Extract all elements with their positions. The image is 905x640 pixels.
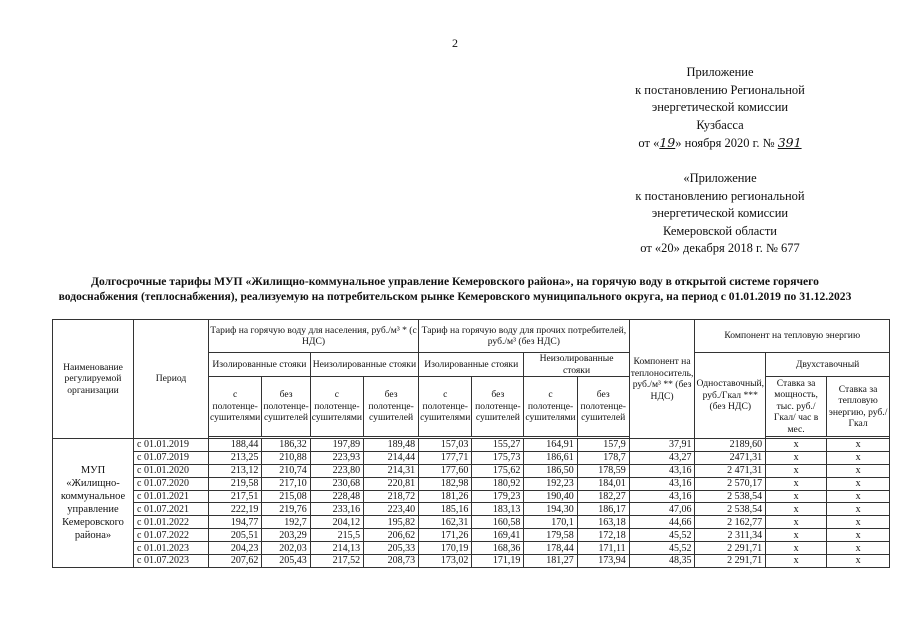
value-cell-carrier: 43,27	[629, 451, 695, 464]
organization-name: МУП «Жилищно-коммунальное управление Кемеровского района»	[53, 439, 134, 568]
value-cell-carrier: 45,52	[629, 542, 695, 555]
table-row	[53, 490, 890, 503]
value-cell-carrier: 43,16	[629, 477, 695, 490]
value-cell-p2: 215,08	[262, 490, 310, 503]
value-cell-o4: 157,9	[577, 439, 629, 452]
value-cell-p2: 192,7	[262, 516, 310, 529]
table-row	[53, 439, 890, 452]
appendix-line: от «20» декабря 2018 г. № 677	[640, 241, 800, 255]
value-cell-o4: 171,11	[577, 542, 629, 555]
value-cell-en: x	[827, 464, 890, 477]
value-cell-p3: 228,48	[310, 490, 363, 503]
appendix-current	[560, 64, 880, 153]
header-without-dryers: без полотенце-сушителей	[364, 377, 419, 437]
value-cell-p3: 214,13	[310, 542, 363, 555]
date-prefix: от «	[638, 136, 660, 150]
appendix-date-line	[560, 134, 880, 153]
value-cell-p2: 205,43	[262, 555, 310, 568]
header-carrier: Компонент на теплоноситель, руб./м³ ** (без НДС)	[629, 320, 695, 439]
tariff-table	[52, 319, 890, 568]
value-cell-cap: x	[766, 529, 827, 542]
value-cell-cap: x	[766, 516, 827, 529]
appendix-line: энергетической комиссии	[651, 100, 789, 114]
value-cell-p2: 219,76	[262, 503, 310, 516]
value-cell-o1: 185,16	[419, 503, 472, 516]
header-energy-rate: Ставка за тепловую энергию, руб./Гкал	[827, 377, 890, 437]
value-cell-cap: x	[766, 490, 827, 503]
value-cell-o4: 178,7	[577, 451, 629, 464]
appendix-line: Кемеровской области	[662, 223, 778, 238]
header-insulated: Изолированные стояки	[209, 353, 311, 377]
value-cell-p1: 194,77	[209, 516, 262, 529]
header-with-dryers: с полотенце-сушителями	[209, 377, 262, 437]
value-cell-p4: 223,40	[364, 503, 419, 516]
appendix-line: энергетической комиссии	[651, 206, 789, 220]
appendix-line: к постановлению региональной	[635, 188, 805, 203]
value-cell-en: x	[827, 555, 890, 568]
value-cell-o4: 172,18	[577, 529, 629, 542]
value-cell-carrier: 48,35	[629, 555, 695, 568]
header-without-dryers: без полотенце-сушителей	[472, 377, 524, 437]
value-cell-o4: 163,18	[577, 516, 629, 529]
value-cell-o1: 177,60	[419, 464, 472, 477]
value-cell-p4: 189,48	[364, 439, 419, 452]
value-cell-one: 2471,31	[695, 451, 766, 464]
appendix-line: Кузбасса	[696, 117, 744, 132]
period-cell: с 01.01.2023	[134, 542, 209, 555]
value-cell-en: x	[827, 529, 890, 542]
value-cell-o1: 157,03	[419, 439, 472, 452]
value-cell-p4: 214,44	[364, 451, 419, 464]
header-with-dryers: с полотенце-сушителями	[419, 377, 472, 437]
value-cell-carrier: 43,16	[629, 464, 695, 477]
value-cell-o2: 180,92	[472, 477, 524, 490]
value-cell-p2: 210,88	[262, 451, 310, 464]
value-cell-p1: 222,19	[209, 503, 262, 516]
header-with-dryers: с полотенце-сушителями	[310, 377, 363, 437]
header-period: Период	[134, 320, 209, 439]
value-cell-cap: x	[766, 439, 827, 452]
value-cell-o4: 184,01	[577, 477, 629, 490]
header-with-dryers: с полотенце-сушителями	[524, 377, 577, 437]
value-cell-p3: 230,68	[310, 477, 363, 490]
value-cell-carrier: 37,91	[629, 439, 695, 452]
header-one-part: Одноставочный, руб./Гкал *** (без НДС)	[695, 353, 766, 439]
value-cell-p3: 197,89	[310, 439, 363, 452]
period-cell: с 01.01.2022	[134, 516, 209, 529]
value-cell-o1: 177,71	[419, 451, 472, 464]
value-cell-p1: 204,23	[209, 542, 262, 555]
value-cell-o4: 178,59	[577, 464, 629, 477]
period-cell: с 01.07.2020	[134, 477, 209, 490]
value-cell-en: x	[827, 490, 890, 503]
date-suffix: » ноября 2020 г. №	[675, 136, 775, 150]
value-cell-p1: 213,25	[209, 451, 262, 464]
value-cell-en: x	[827, 542, 890, 555]
value-cell-o4: 186,17	[577, 503, 629, 516]
header-noninsulated: Неизолированные стояки	[524, 353, 629, 377]
value-cell-carrier: 45,52	[629, 529, 695, 542]
header-pop-tariff: Тариф на горячую воду для населения, руб./м³ * (с НДС)	[209, 320, 419, 353]
value-cell-cap: x	[766, 464, 827, 477]
value-cell-o3: 194,30	[524, 503, 577, 516]
value-cell-p2: 186,32	[262, 439, 310, 452]
value-cell-p3: 233,16	[310, 503, 363, 516]
value-cell-o3: 170,1	[524, 516, 577, 529]
value-cell-p3: 217,52	[310, 555, 363, 568]
period-cell: с 01.07.2021	[134, 503, 209, 516]
value-cell-p2: 210,74	[262, 464, 310, 477]
value-cell-one: 2189,60	[695, 439, 766, 452]
value-cell-o3: 181,27	[524, 555, 577, 568]
value-cell-o1: 173,02	[419, 555, 472, 568]
document-title: Долгосрочные тарифы МУП «Жилищно-коммунальное управление Кемеровского района», на горячую воду в открытой системе горячего водоснабжения (теплоснабжения), реализуемую на потребительском рынке Кемеровского муниципального округа, на период с 01.01.2019 по 31.12.2023	[58, 275, 852, 303]
value-cell-p4: 195,82	[364, 516, 419, 529]
value-cell-o3: 186,61	[524, 451, 577, 464]
value-cell-p4: 220,81	[364, 477, 419, 490]
table-row	[53, 542, 890, 555]
header-without-dryers: без полотенце-сушителей	[262, 377, 310, 437]
header-capacity-rate: Ставка за мощность, тыс. руб./ Гкал/ час в мес.	[766, 377, 827, 437]
value-cell-o2: 175,73	[472, 451, 524, 464]
table-row	[53, 451, 890, 464]
header-org: Наименование регулируемой организации	[53, 320, 134, 439]
value-cell-p1: 207,62	[209, 555, 262, 568]
value-cell-o2: 168,36	[472, 542, 524, 555]
handwritten-day: 19	[659, 135, 676, 150]
value-cell-o3: 186,50	[524, 464, 577, 477]
value-cell-o4: 173,94	[577, 555, 629, 568]
value-cell-cap: x	[766, 555, 827, 568]
header-without-dryers: без полотенце-сушителей	[577, 377, 629, 437]
value-cell-cap: x	[766, 542, 827, 555]
period-cell: с 01.01.2019	[134, 439, 209, 452]
value-cell-p2: 217,10	[262, 477, 310, 490]
value-cell-o2: 171,19	[472, 555, 524, 568]
value-cell-cap: x	[766, 477, 827, 490]
value-cell-o2: 183,13	[472, 503, 524, 516]
value-cell-en: x	[827, 516, 890, 529]
value-cell-cap: x	[766, 451, 827, 464]
table-row	[53, 477, 890, 490]
value-cell-p4: 206,62	[364, 529, 419, 542]
value-cell-en: x	[827, 503, 890, 516]
value-cell-o3: 164,91	[524, 439, 577, 452]
table-row	[53, 503, 890, 516]
value-cell-p1: 217,51	[209, 490, 262, 503]
value-cell-one: 2 538,54	[695, 490, 766, 503]
value-cell-o1: 170,19	[419, 542, 472, 555]
value-cell-o1: 162,31	[419, 516, 472, 529]
value-cell-one: 2 570,17	[695, 477, 766, 490]
appendix-original	[560, 170, 880, 258]
value-cell-one: 2 538,54	[695, 503, 766, 516]
value-cell-p2: 203,29	[262, 529, 310, 542]
appendix-line: к постановлению Региональной	[635, 82, 805, 97]
period-cell: с 01.07.2019	[134, 451, 209, 464]
value-cell-one: 2 291,71	[695, 555, 766, 568]
value-cell-one: 2 471,31	[695, 464, 766, 477]
value-cell-o1: 181,26	[419, 490, 472, 503]
value-cell-p1: 219,58	[209, 477, 262, 490]
header-insulated: Изолированные стояки	[419, 353, 524, 377]
value-cell-en: x	[827, 477, 890, 490]
value-cell-carrier: 43,16	[629, 490, 695, 503]
value-cell-o3: 179,58	[524, 529, 577, 542]
value-cell-cap: x	[766, 503, 827, 516]
value-cell-p1: 188,44	[209, 439, 262, 452]
value-cell-o1: 182,98	[419, 477, 472, 490]
value-cell-carrier: 44,66	[629, 516, 695, 529]
header-two-part: Двухставочный	[766, 353, 890, 377]
handwritten-number: 391	[777, 135, 802, 150]
period-cell: с 01.01.2021	[134, 490, 209, 503]
value-cell-o4: 182,27	[577, 490, 629, 503]
value-cell-o3: 190,40	[524, 490, 577, 503]
value-cell-o3: 192,23	[524, 477, 577, 490]
value-cell-p3: 223,93	[310, 451, 363, 464]
value-cell-o2: 155,27	[472, 439, 524, 452]
value-cell-p3: 223,80	[310, 464, 363, 477]
value-cell-o2: 179,23	[472, 490, 524, 503]
value-cell-o2: 160,58	[472, 516, 524, 529]
value-cell-p1: 213,12	[209, 464, 262, 477]
period-cell: с 01.07.2022	[134, 529, 209, 542]
table-row	[53, 464, 890, 477]
value-cell-o2: 175,62	[472, 464, 524, 477]
value-cell-p4: 205,33	[364, 542, 419, 555]
table-row	[53, 555, 890, 568]
value-cell-p3: 215,5	[310, 529, 363, 542]
appendix-line: «Приложение	[683, 171, 757, 185]
page-number: 2	[452, 36, 458, 50]
period-cell: с 01.01.2020	[134, 464, 209, 477]
value-cell-p2: 202,03	[262, 542, 310, 555]
value-cell-one: 2 291,71	[695, 542, 766, 555]
value-cell-carrier: 47,06	[629, 503, 695, 516]
value-cell-en: x	[827, 439, 890, 452]
value-cell-p4: 218,72	[364, 490, 419, 503]
table-row	[53, 529, 890, 542]
value-cell-p3: 204,12	[310, 516, 363, 529]
appendix-line: Приложение	[686, 65, 754, 79]
header-noninsulated: Неизолированные стояки	[310, 353, 418, 377]
value-cell-p1: 205,51	[209, 529, 262, 542]
header-heat: Компонент на тепловую энергию	[695, 320, 890, 353]
value-cell-one: 2 311,34	[695, 529, 766, 542]
value-cell-one: 2 162,77	[695, 516, 766, 529]
value-cell-en: x	[827, 451, 890, 464]
value-cell-o3: 178,44	[524, 542, 577, 555]
period-cell: с 01.07.2023	[134, 555, 209, 568]
table-row	[53, 516, 890, 529]
header-other-tariff: Тариф на горячую воду для прочих потребителей, руб./м³ (без НДС)	[419, 320, 630, 353]
value-cell-o2: 169,41	[472, 529, 524, 542]
value-cell-p4: 214,31	[364, 464, 419, 477]
value-cell-o1: 171,26	[419, 529, 472, 542]
value-cell-p4: 208,73	[364, 555, 419, 568]
